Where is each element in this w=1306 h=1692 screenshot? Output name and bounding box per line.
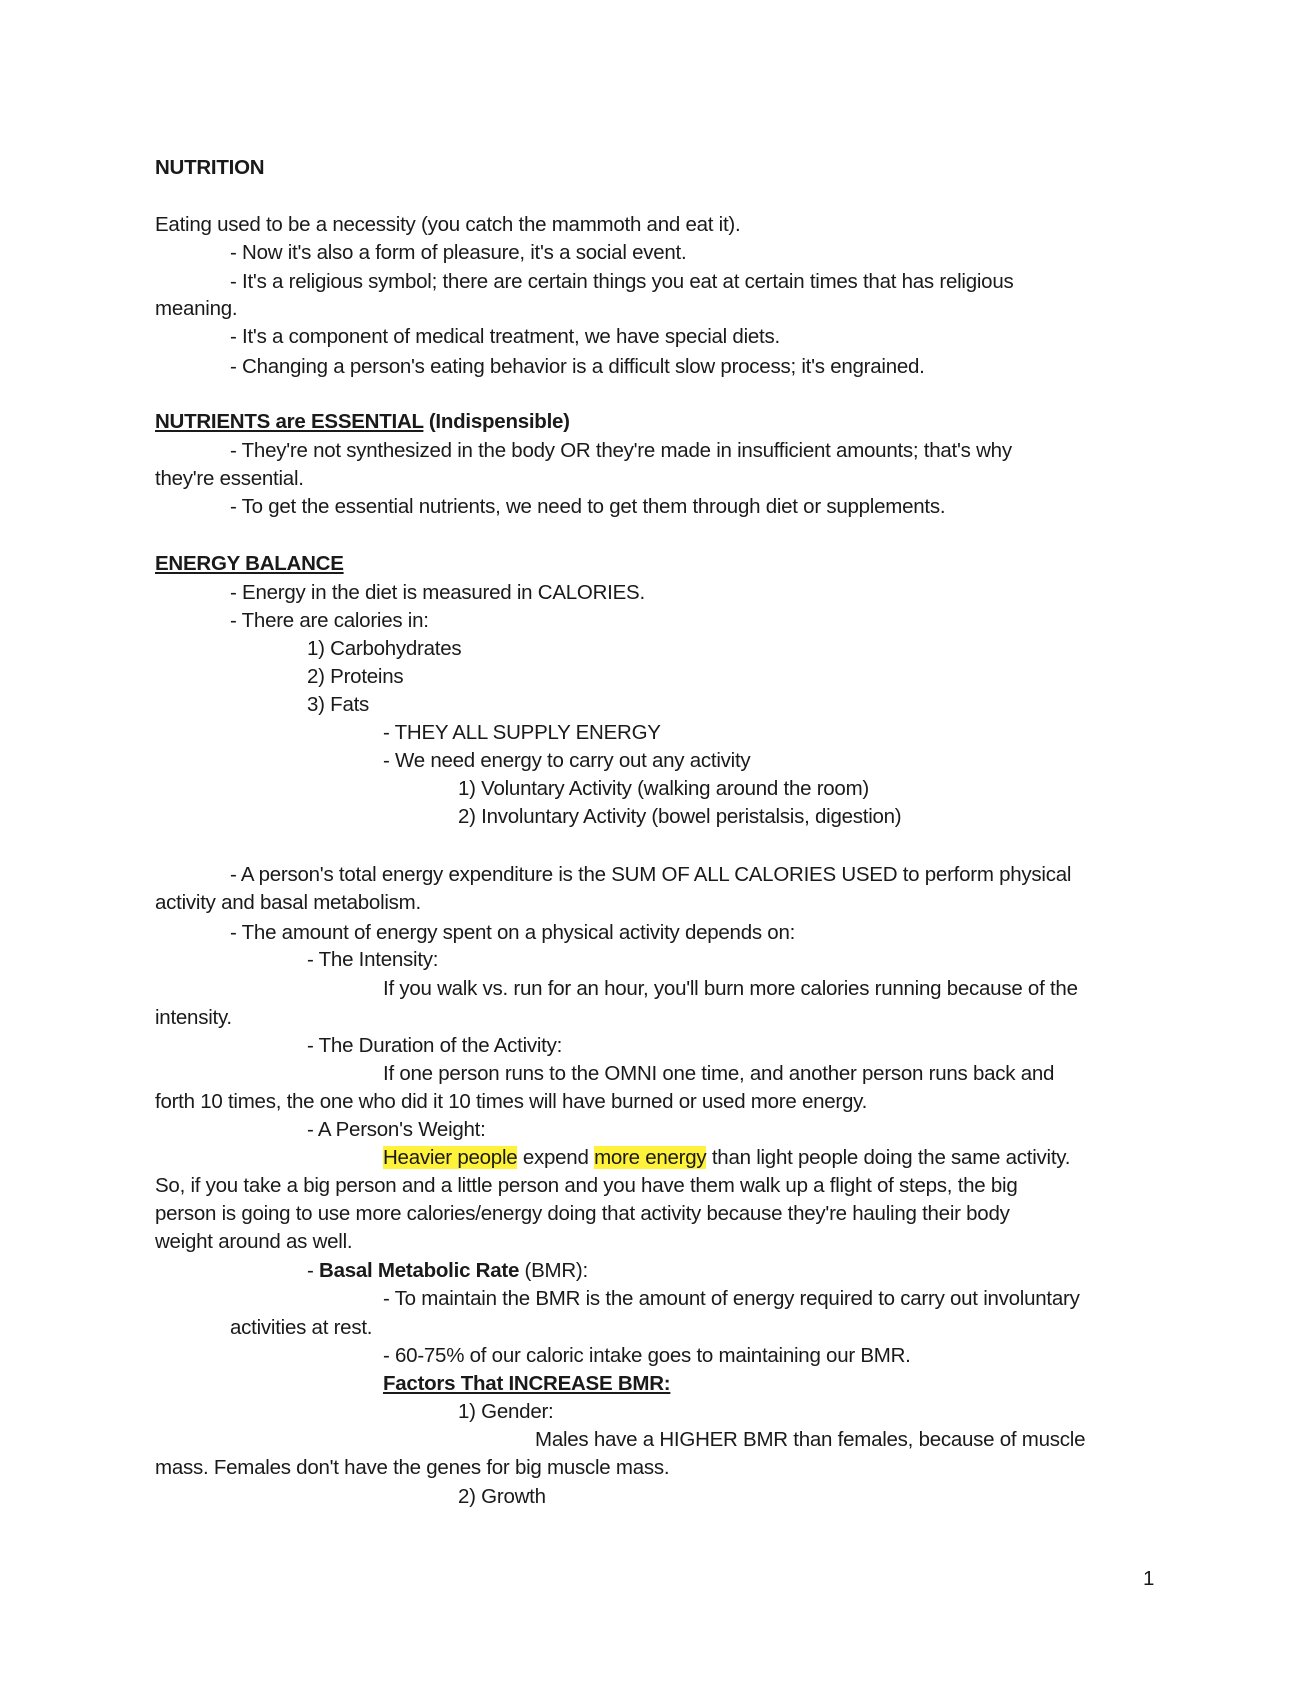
text-fragment: - (307, 1259, 320, 1282)
text-fragment: (BMR): (519, 1259, 588, 1282)
factor-heading: - The Intensity: (307, 948, 439, 971)
activity-item: 1) Voluntary Activity (walking around the room) (458, 777, 869, 800)
calorie-source-item: 3) Fats (307, 693, 370, 716)
bmr-factor-item: 1) Gender: (458, 1400, 554, 1423)
page-title: NUTRITION (155, 156, 265, 179)
energy-bullet-continuation: activity and basal metabolism. (155, 891, 421, 914)
energy-subbullet: - THEY ALL SUPPLY ENERGY (383, 721, 661, 744)
intro-bullet: - It's a religious symbol; there are certain things you eat at certain times that has religious (230, 270, 1014, 293)
energy-bullet: - There are calories in: (230, 609, 429, 632)
page-number: 1 (1143, 1567, 1155, 1590)
energy-bullet: - Energy in the diet is measured in CALORIES. (230, 581, 645, 604)
calorie-source-item: 2) Proteins (307, 665, 404, 688)
heading-underlined: NUTRIENTS are ESSENTIAL (155, 410, 424, 433)
text-fragment: than light people doing the same activity. (706, 1146, 1071, 1169)
highlighted-text: Heavier people (383, 1146, 518, 1169)
factor-text-continuation: forth 10 times, the one who did it 10 times will have burned or used more energy. (155, 1090, 868, 1113)
factors-heading: Factors That INCREASE BMR: (383, 1372, 671, 1395)
factor-text (383, 1145, 1070, 1171)
energy-subbullet: - We need energy to carry out any activity (383, 749, 751, 772)
factor-text-continuation: So, if you take a big person and a little person and you have them walk up a flight of steps, the big (155, 1174, 1018, 1197)
highlighted-text: more energy (594, 1146, 707, 1169)
text-fragment: expend (517, 1146, 595, 1169)
heading-parenthetical: (Indispensible) (423, 410, 570, 433)
intro-paragraph: Eating used to be a necessity (you catch the mammoth and eat it). (155, 213, 741, 236)
activity-item: 2) Involuntary Activity (bowel peristalsis, digestion) (458, 805, 902, 828)
factor-heading-bmr (307, 1258, 588, 1284)
energy-bullet: - A person's total energy expenditure is the SUM OF ALL CALORIES USED to perform physical (230, 863, 1072, 886)
bmr-bullet: - 60-75% of our caloric intake goes to maintaining our BMR. (383, 1344, 911, 1367)
intro-bullet: - Now it's also a form of pleasure, it's a social event. (230, 241, 687, 264)
bmr-bullet: - To maintain the BMR is the amount of energy required to carry out involuntary (383, 1287, 1080, 1310)
intro-bullet: - It's a component of medical treatment, we have special diets. (230, 325, 780, 348)
factor-text-continuation: intensity. (155, 1006, 232, 1029)
factor-text-continuation: weight around as well. (155, 1230, 353, 1253)
factor-heading: - A Person's Weight: (307, 1118, 486, 1141)
energy-bullet: - The amount of energy spent on a physical activity depends on: (230, 921, 796, 944)
section-heading-nutrients (155, 409, 570, 435)
bold-text: Basal Metabolic Rate (319, 1259, 520, 1282)
factor-text: If you walk vs. run for an hour, you'll burn more calories running because of the (383, 977, 1078, 1000)
intro-bullet: - Changing a person's eating behavior is a difficult slow process; it's engrained. (230, 355, 925, 378)
section-heading-energy: ENERGY BALANCE (155, 552, 344, 575)
nutrients-bullet: - To get the essential nutrients, we need to get them through diet or supplements. (230, 495, 946, 518)
factor-heading: - The Duration of the Activity: (307, 1034, 563, 1057)
bmr-bullet-continuation: activities at rest. (230, 1316, 373, 1339)
nutrients-bullet-continuation: they're essential. (155, 467, 304, 490)
bmr-factor-item: 2) Growth (458, 1485, 546, 1508)
bmr-factor-text-continuation: mass. Females don't have the genes for big muscle mass. (155, 1456, 670, 1479)
factor-text: If one person runs to the OMNI one time, and another person runs back and (383, 1062, 1055, 1085)
bmr-factor-text: Males have a HIGHER BMR than females, because of muscle (535, 1428, 1086, 1451)
calorie-source-item: 1) Carbohydrates (307, 637, 462, 660)
factor-text-continuation: person is going to use more calories/energy doing that activity because they're hauling their body (155, 1202, 1010, 1225)
intro-bullet-continuation: meaning. (155, 297, 238, 320)
nutrients-bullet: - They're not synthesized in the body OR they're made in insufficient amounts; that's why (230, 439, 1012, 462)
